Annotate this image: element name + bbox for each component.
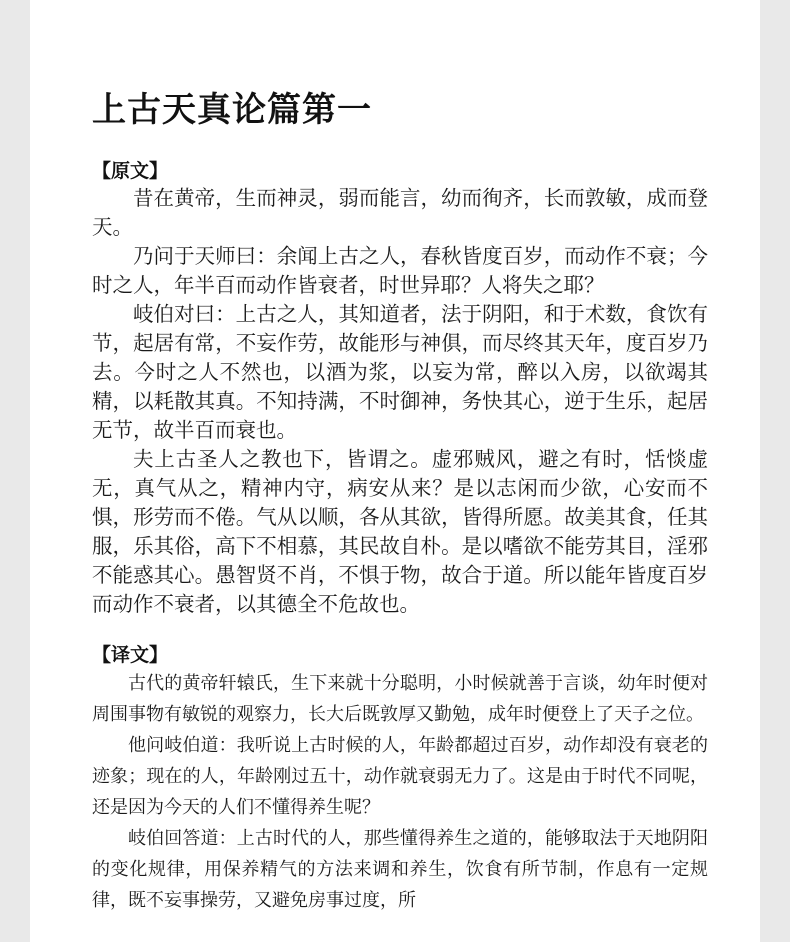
chapter-title: 上古天真论篇第一 (92, 90, 372, 130)
original-text-label: 【原文】 (92, 160, 169, 182)
original-paragraph: 夫上古圣人之教也下，皆谓之。虚邪贼风，避之有时，恬惔虚无，真气从之，精神内守，病安从来？是以志闲而少欲，心安而不惧，形劳而不倦。气从以顺，各从其欲，皆得所愿。故美其食，任其服，乐其俗，高下不相慕，其民故自朴。是以嗜欲不能劳其目，淫邪不能惑其心。愚智贤不肖，不惧于物，故合于道。所以能年皆度百岁而动作不衰者，以其德全不危故也。 (92, 447, 708, 616)
original-text-body (92, 184, 708, 619)
translation-label: 【译文】 (92, 644, 169, 666)
book-page (30, 0, 760, 942)
translation-paragraph: 岐伯回答道：上古时代的人，那些懂得养生之道的，能够取法于天地阴阳的变化规律，用保养精气的方法来调和养生，饮食有所节制，作息有一定规律，既不妄事操劳，又避免房事过度，所 (92, 828, 708, 911)
translation-paragraph: 古代的黄帝轩辕氏，生下来就十分聪明，小时候就善于言谈，幼年时便对周围事物有敏锐的观察力，长大后既敦厚又勤勉，成年时便登上了天子之位。 (92, 673, 708, 725)
original-paragraph: 岐伯对曰：上古之人，其知道者，法于阴阳，和于术数，食饮有节，起居有常，不妄作劳，故能形与神俱，而尽终其天年，度百岁乃去。今时之人不然也，以酒为浆，以妄为常，醉以入房，以欲竭其精，以耗散其真。不知持满，不时御神，务快其心，逆于生乐，起居无节，故半百而衰也。 (92, 302, 708, 442)
translation-paragraph: 他问岐伯道：我听说上古时候的人，年龄都超过百岁，动作却没有衰老的迹象；现在的人，年龄刚过五十，动作就衰弱无力了。这是由于时代不同呢，还是因为今天的人们不懂得养生呢？ (92, 735, 708, 818)
original-paragraph: 乃问于天师曰：余闻上古之人，春秋皆度百岁，而动作不衰；今时之人，年半百而动作皆衰者，时世异耶？人将失之耶？ (92, 244, 708, 297)
translation-body (92, 668, 708, 916)
original-paragraph: 昔在黄帝，生而神灵，弱而能言，幼而徇齐，长而敦敏，成而登天。 (92, 186, 708, 239)
